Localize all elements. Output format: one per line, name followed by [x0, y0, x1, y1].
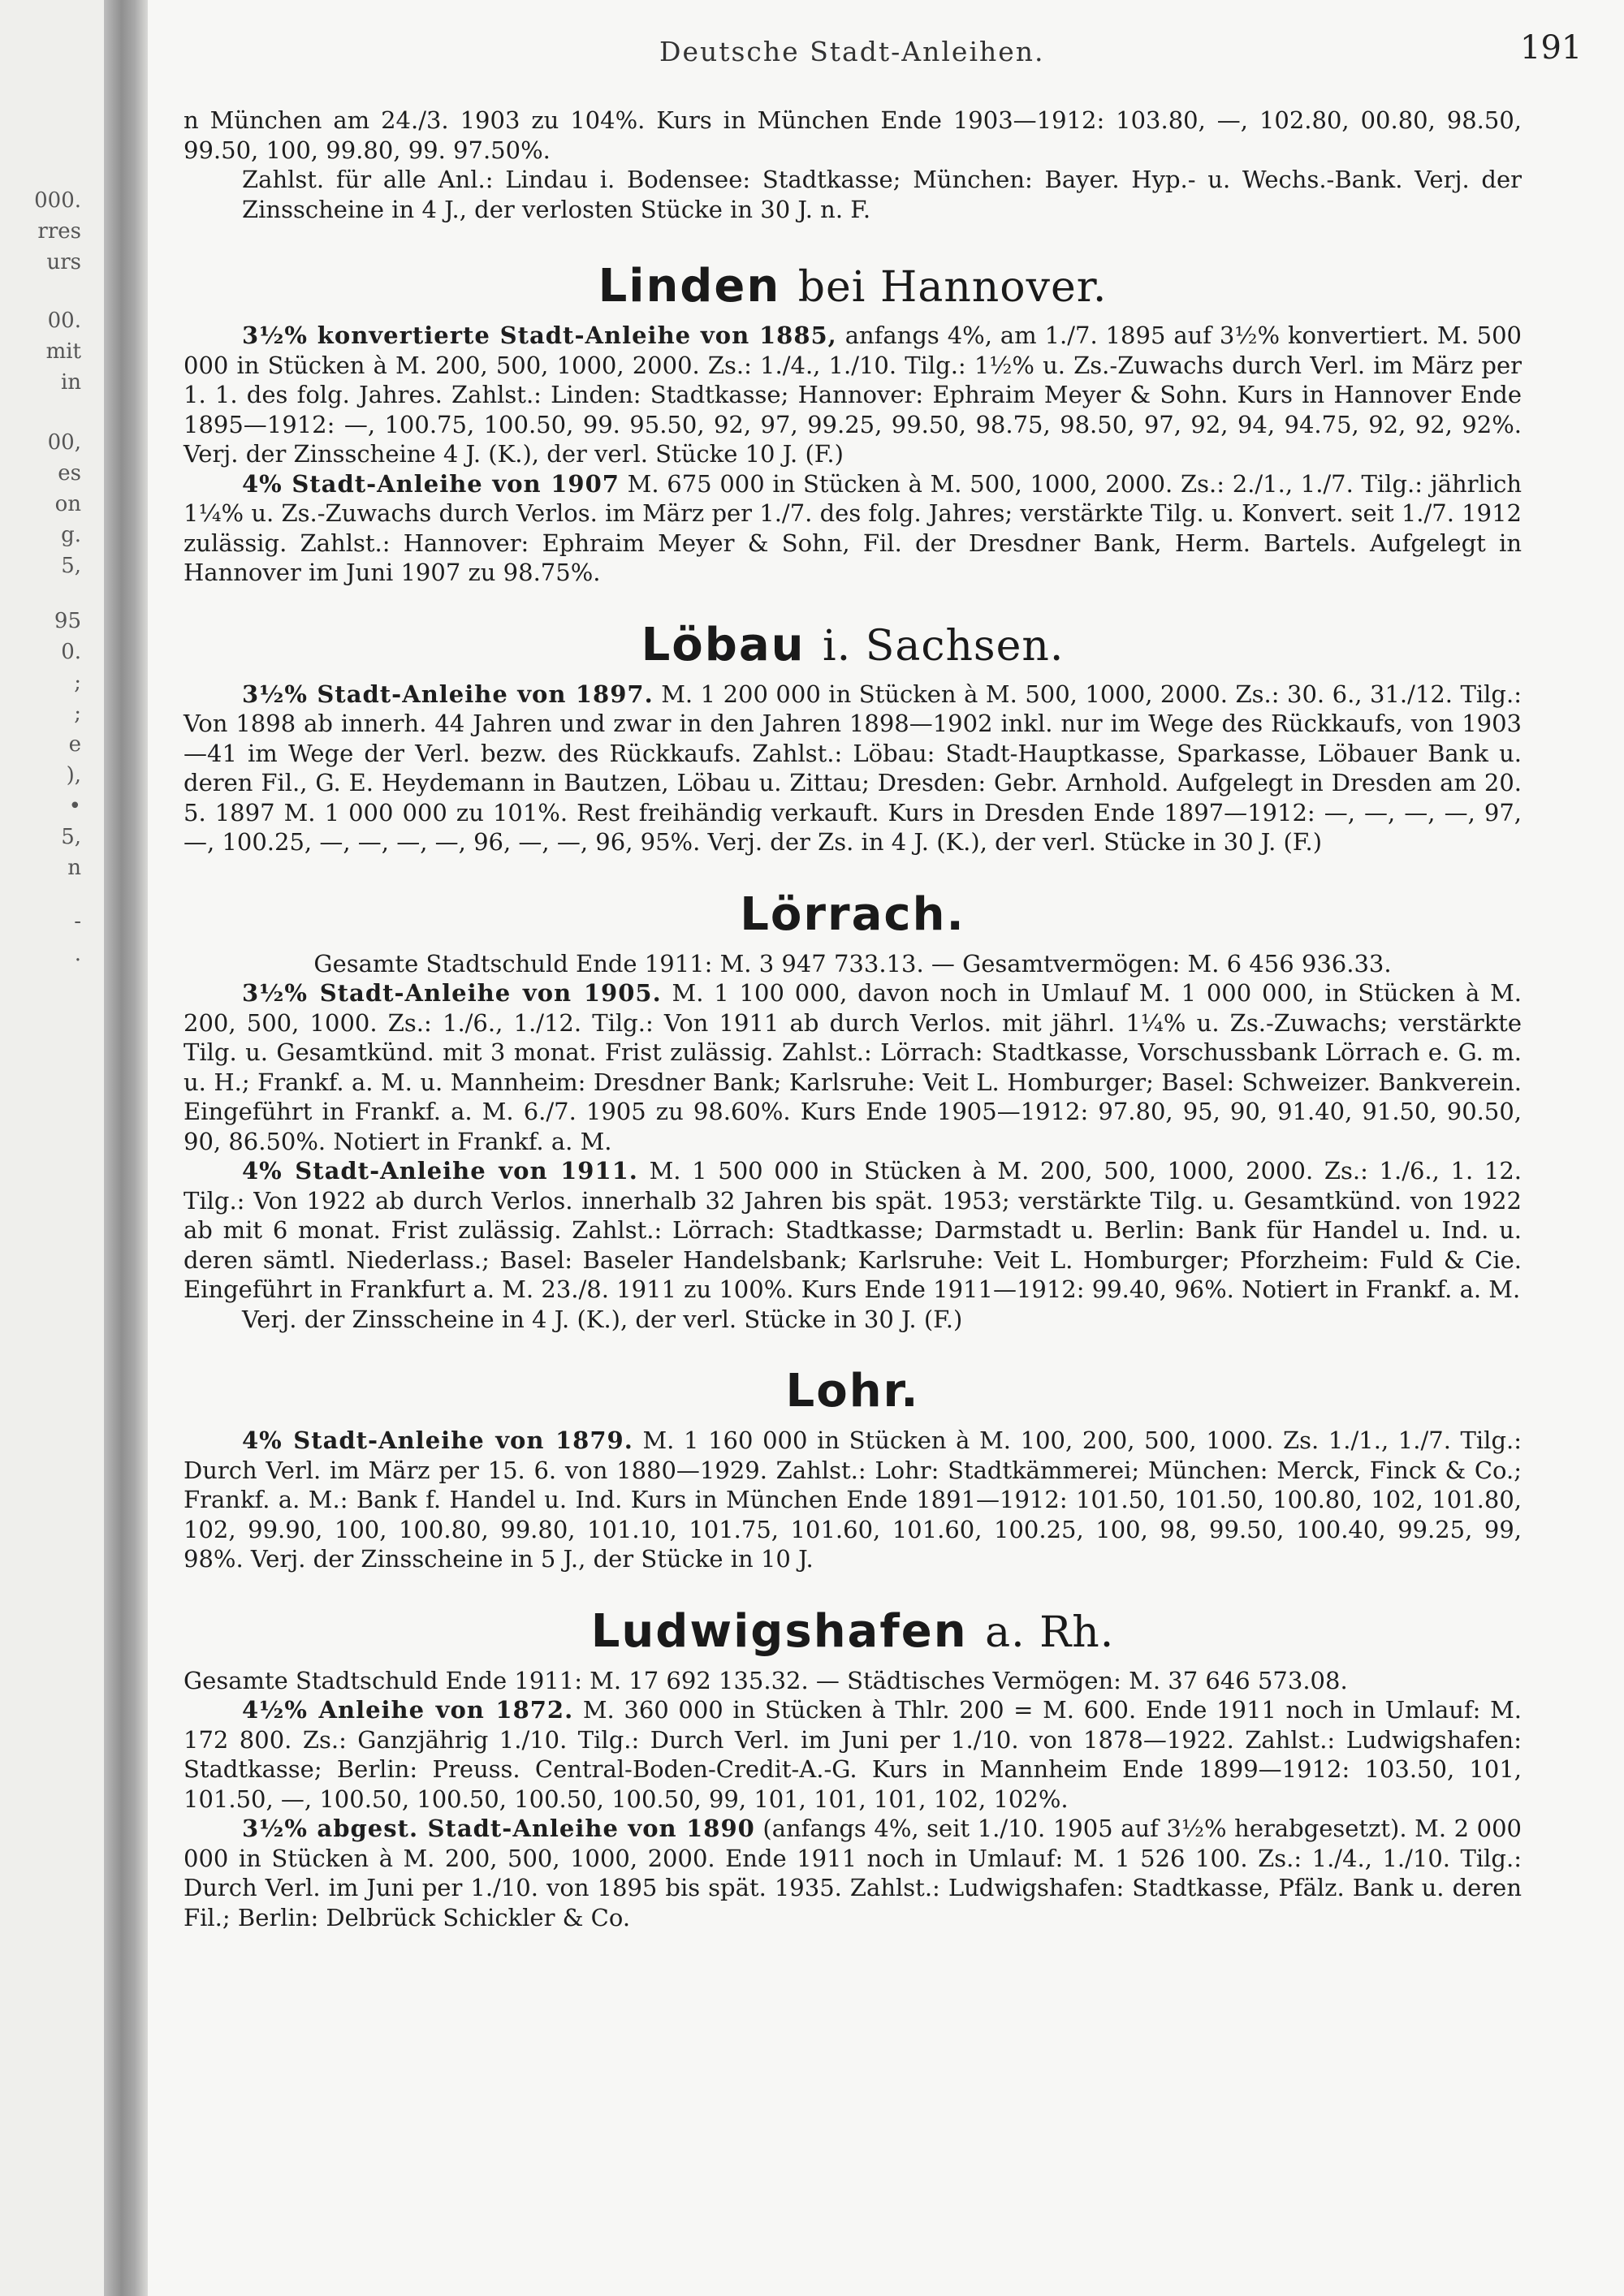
city-heading-ludwigshafen — [184, 1605, 1522, 1658]
page-header — [659, 29, 1624, 78]
limitation-note: Verj. der Zinsscheine in 4 J. (K.), der verl. Stücke in 30 J. (F.) — [242, 1305, 963, 1333]
loan-title: 4½% Anleihe von 1872. — [242, 1696, 574, 1724]
loan-details: anfangs 4%, am 1./7. 1895 auf 3½% konvertiert. M. 500 000 in Stücken à M. 200, 500, 1000, 2000. Zs.: 1./4., 1./10. Tilg.: 1½% u. Zs.-Zuwachs durch Verl. im März per 1. 1. des folg. Jahres. Zahlst.: Linden: Stadtkasse; Hannover: Ephraim Meyer & Sohn. Kurs in Hannover Ende 1895—1912: —, 100.75, 100.50, 99. 95.50, 92, 97, 99.25, 99.50, 98.75, 98.50, 97, 92, 94, 94.75, 92, 92, 92%. Verj. der Zinsscheine 4 J. (K.), der verl. Stücke 10 J. (F.) — [184, 322, 1522, 468]
margin-fragment: ; — [74, 671, 81, 695]
debt-summary: Gesamte Stadtschuld Ende 1911: M. 17 692 135.32. — Städtisches Vermögen: M. 37 646 573.08. — [184, 1666, 1348, 1694]
city-name: Lörrach. — [740, 887, 965, 941]
margin-fragment: . — [74, 942, 81, 966]
previous-page-edge — [0, 0, 104, 2296]
margin-fragment: e — [68, 732, 81, 757]
margin-fragment: ; — [74, 701, 81, 726]
loan-entry — [184, 1156, 1522, 1305]
loan-details: (anfangs 4%, seit 1./10. 1905 auf 3½% herabgesetzt). M. 2 000 000 in Stücken à M. 200, 500, 1000, 2000. Ende 1911 noch in Umlauf: M. 1 526 100. Zs.: 1./4., 1./10. Tilg.: Durch Verl. im Juni per 1./10. von 1895 bis spät. 1935. Zahlst.: Ludwigshafen: Stadtkasse, Pfälz. Bank u. deren Fil.; Berlin: Delbrück Schickler & Co. — [184, 1815, 1522, 1931]
page-number: 191 — [1520, 29, 1583, 67]
city-suffix: bei Hannover. — [797, 263, 1108, 312]
intro-paragraph: n München am 24./3. 1903 zu 104%. Kurs in München Ende 1903—1912: 103.80, —, 102.80, 00.80, 98.50, 99.50, 100, 99.80, 99. 97.50%. — [184, 106, 1522, 164]
margin-fragment: 00, — [47, 430, 81, 455]
margin-fragment: mit — [45, 339, 81, 364]
loan-details: M. 1 500 000 in Stücken à M. 200, 500, 1000, 2000. Zs.: 1./6., 1. 12. Tilg.: Von 1922 ab durch Verlos. innerhalb 32 Jahren bis spät. 1953; verstärkte Tilg. u. Gesamtkünd. von 1922 ab mit 6 monat. Frist zulässig. Zahlst.: Lörrach: Stadtkasse; Darmstadt u. Berlin: Bank für Handel u. Ind. u. deren sämtl. Niederlass.; Basel: Baseler Handelsbank; Karlsruhe: Veit L. Homburger; Pforzheim: Fuld & Cie. Eingeführt in Frankfurt a. M. 23./8. 1911 zu 100%. Kurs Ende 1911—1912: 99.40, 96%. Notiert in Frankf. a. M. — [184, 1157, 1522, 1303]
loan-title: 3½% konvertierte Stadt-Anleihe von 1885, — [242, 322, 837, 349]
margin-fragment: rres — [37, 219, 81, 244]
loan-details: M. 1 100 000, davon noch in Umlauf M. 1 000 000, in Stücken à M. 200, 500, 1000. Zs.: 1./6., 1./12. Tilg.: Von 1911 ab durch Verlos. mit jährl. 1¼% u. Zs.-Zuwachs; verstärkte Tilg. u. Gesamtkünd. mit 3 monat. Frist zulässig. Zahlst.: Lörrach: Stadtkasse, Vorschussbank Lörrach e. G. m. u. H.; Frankf. a. M. u. Mannheim: Dresdner Bank; Karlsruhe: Veit L. Homburger; Basel: Schweizer. Bankverein. Eingeführt in Frankf. a. M. 6./7. 1905 zu 98.60%. Kurs Ende 1905—1912: 97.80, 95, 90, 91.40, 91.50, 90.50, 90, 86.50%. Notiert in Frankf. a. M. — [184, 979, 1522, 1155]
margin-fragment: - — [74, 909, 81, 934]
margin-fragment: in — [60, 370, 81, 395]
loan-title: 4% Stadt-Anleihe von 1879. — [242, 1426, 633, 1454]
margin-fragment: 00. — [47, 309, 81, 333]
margin-fragment: 5, — [61, 554, 81, 578]
city-name: Lohr. — [785, 1365, 920, 1418]
intro-paying-agents: Zahlst. für alle Anl.: Lindau i. Bodensee: Stadtkasse; München: Bayer. Hyp.- u. Wechs.-Bank. Verj. der Zinsscheine in 4 J., der verlosten Stücke in 30 J. n. F. — [242, 166, 1522, 223]
margin-fragment: 95 — [54, 609, 81, 633]
running-title: Deutsche Stadt-Anleihen. — [659, 36, 1045, 67]
city-name: Ludwigshafen — [590, 1604, 968, 1658]
margin-fragment: 5, — [61, 825, 81, 849]
loan-entry — [184, 1695, 1522, 1814]
margin-fragment: • — [68, 794, 81, 818]
city-suffix: a. Rh. — [985, 1608, 1115, 1657]
margin-fragment: g. — [61, 523, 81, 547]
book-spine-shadow — [104, 0, 148, 2296]
loan-entry — [184, 469, 1522, 588]
margin-fragment: n — [67, 856, 81, 880]
loan-details: M. 675 000 in Stücken à M. 500, 1000, 2000. Zs.: 2./1., 1./7. Tilg.: jährlich 1¼% u. Zs.-Zuwachs durch Verlos. im März per 1./7. des folg. Jahres; verstärkte Tilg. u. Konvert. seit 1./7. 1912 zulässig. Zahlst.: Hannover: Ephraim Meyer & Sohn, Fil. der Dresdner Bank, Herm. Bartels. Aufgelegt in Hannover im Juni 1907 zu 98.75%. — [184, 469, 1522, 586]
loan-details: M. 360 000 in Stücken à Thlr. 200 = M. 600. Ende 1911 noch in Umlauf: M. 172 800. Zs.: Ganzjährig 1./10. Tilg.: Durch Verl. im Juni per 1./10. von 1878—1922. Zahlst.: Ludwigshafen: Stadtkasse; Berlin: Preuss. Central-Boden-Credit-A.-G. Kurs in Mannheim Ende 1899—1912: 103.50, 101, 101.50, —, 100.50, 100.50, 100.50, 100.50, 99, 101, 101, 101, 102, 102%. — [184, 1696, 1522, 1813]
debt-summary: Gesamte Stadtschuld Ende 1911: M. 3 947 733.13. — Gesamtvermögen: M. 6 456 936.33. — [313, 949, 1392, 978]
city-heading-loebau — [184, 619, 1522, 671]
margin-fragment: 0. — [61, 640, 81, 664]
page-body — [184, 106, 1522, 1932]
loan-entry — [184, 680, 1522, 857]
loan-entry — [184, 321, 1522, 469]
loan-details: M. 1 160 000 in Stücken à M. 100, 200, 500, 1000. Zs. 1./1., 1./7. Tilg.: Durch Verl. im März per 15. 6. von 1880—1929. Zahlst.: Lohr: Stadtkämmerei; München: Merck, Finck & Co.; Frankf. a. M.: Bank f. Handel u. Ind. Kurs in München Ende 1891—1912: 101.50, 101.50, 100.80, 102, 101.80, 102, 99.90, 100, 100.80, 99.80, 101.10, 101.75, 101.60, 101.60, 100.25, 100, 98, 99.50, 100.40, 99.25, 99, 98%. Verj. der Zinsscheine in 5 J., der Stücke in 10 J. — [184, 1426, 1522, 1573]
city-heading-lohr — [184, 1365, 1522, 1418]
loan-title: 3½% Stadt-Anleihe von 1897. — [242, 680, 654, 708]
loan-title: 4% Stadt-Anleihe von 1911. — [242, 1157, 638, 1185]
margin-fragment: on — [54, 492, 81, 516]
margin-fragment: es — [58, 461, 81, 486]
city-heading-loerrach — [184, 888, 1522, 941]
loan-details: M. 1 200 000 in Stücken à M. 500, 1000, 2000. Zs.: 30. 6., 31./12. Tilg.: Von 1898 ab innerh. 44 Jahren und zwar in den Jahren 1898—1902 inkl. nur im Wege des Rückkaufs, von 1903—41 im Wege der Verl. bezw. des Rückkaufs. Zahlst.: Löbau: Stadt-Hauptkasse, Sparkasse, Löbauer Bank u. deren Fil., G. E. Heydemann in Bautzen, Löbau u. Zittau; Dresden: Gebr. Arnhold. Aufgelegt in Dresden am 20. 5. 1897 M. 1 000 000 zu 101%. Rest freihändig verkauft. Kurs in Dresden Ende 1897—1912: —, —, —, —, 97, —, 100.25, —, —, —, —, 96, —, —, 96, 95%. Verj. der Zs. in 4 J. (K.), der verl. Stücke in 30 J. (F.) — [184, 680, 1522, 856]
city-name: Löbau — [641, 618, 806, 671]
loan-entry — [184, 1426, 1522, 1574]
loan-entry — [184, 1814, 1522, 1932]
city-name: Linden — [598, 260, 781, 313]
loan-title: 4% Stadt-Anleihe von 1907 — [242, 469, 620, 498]
loan-title: 3½% Stadt-Anleihe von 1905. — [242, 979, 662, 1007]
city-suffix: i. Sachsen. — [823, 621, 1065, 671]
city-heading-linden — [184, 260, 1522, 313]
margin-fragment: 000. — [34, 188, 81, 213]
loan-entry — [184, 978, 1522, 1156]
book-page — [148, 0, 1624, 2296]
margin-fragment: urs — [46, 250, 81, 274]
margin-fragment: ), — [66, 763, 81, 788]
loan-title: 3½% abgest. Stadt-Anleihe von 1890 — [242, 1815, 755, 1842]
